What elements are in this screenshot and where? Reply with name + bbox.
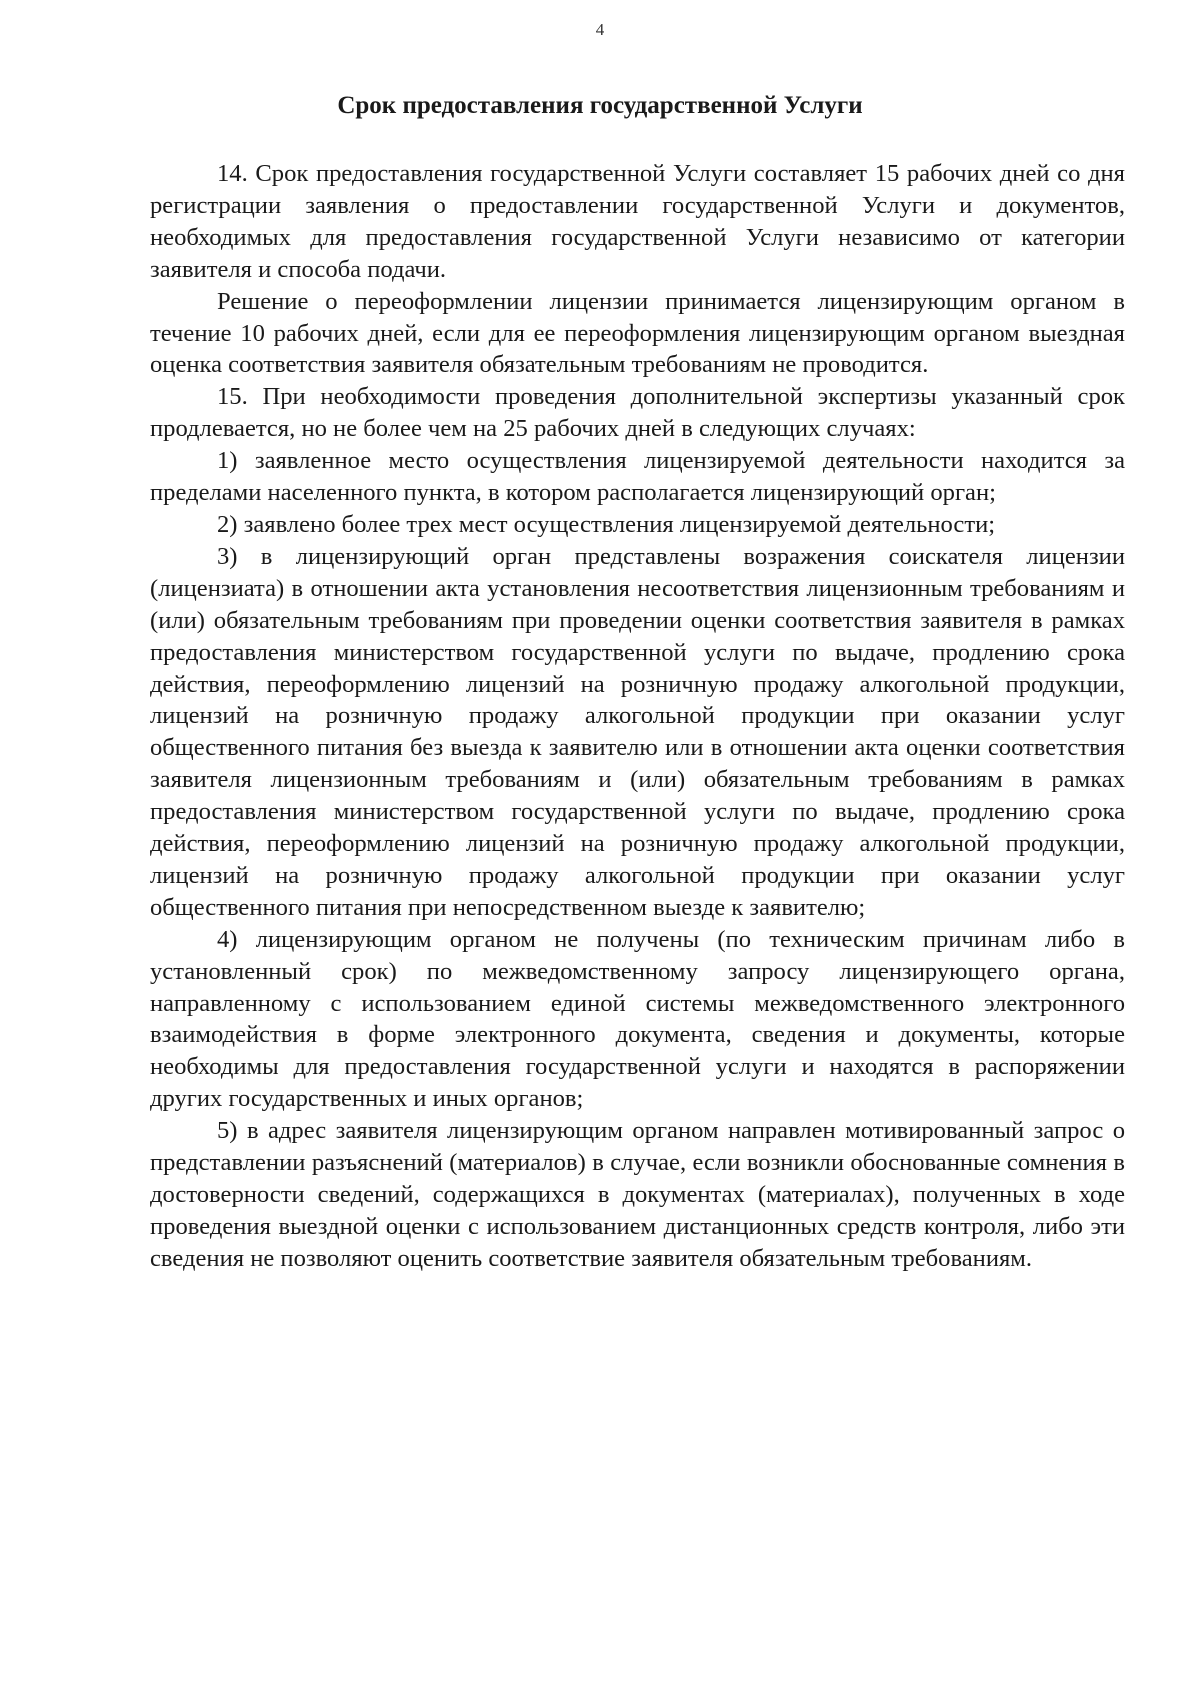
list-item-3: 3) в лицензирующий орган представлены возражения соискателя лицензии (лицензиата) в отношении акта установления несоответствия лицензионным требованиям и (или) обязательным требованиям при проведении оценки соответствия заявителя в рамках предоставления министерством государственной услуги по выдаче, продлению срока действия, переоформлению лицензий на розничную продажу алкогольной продукции, лицензий на розничную продажу алкогольной продукции при оказании услуг общественного питания без выезда к заявителю или в отношении акта оценки соответствия заявителя лицензионным требованиям и (или) обязательным требованиям в рамках предоставления министерством государственной услуги по выдаче, продлению срока действия, переоформлению лицензий на розничную продажу алкогольной продукции, лицензий на розничную продажу алкогольной продукции при оказании услуг общественного питания при непосредственном выезде к заявителю; [150,542,1125,921]
document-body [150,158,1125,1275]
list-item-4: 4) лицензирующим органом не получены (по техническим причинам либо в установленный срок) по межведомственному запросу лицензирующего органа, направленному с использованием единой системы межведомственного электронного взаимодействия в форме электронного документа, сведения и документы, которые необходимы для предоставления государственной услуги и находятся в распоряжении других государственных и иных органов; [150,925,1125,1113]
section-title: Срок предоставления государственной Услуги [337,92,863,119]
list-item-5: 5) в адрес заявителя лицензирующим органом направлен мотивированный запрос о представлении разъяснений (материалов) в случае, если возникли обоснованные сомнения в достоверности сведений, содержащихся в документах (материалах), полученных в ходе проведения выездной оценки с использованием дистанционных средств контроля, либо эти сведения не позволяют оценить соответствие заявителя обязательным требованиям. [150,1117,1125,1272]
paragraph-15: 15. При необходимости проведения дополнительной экспертизы указанный срок продлевается, но не более чем на 25 рабочих дней в следующих случаях: [150,383,1125,443]
list-item-1: 1) заявленное место осуществления лицензируемой деятельности находится за пределами населенного пункта, в котором располагается лицензирующий орган; [150,447,1125,507]
page-number: 4 [595,20,605,39]
paragraph-reissue-decision: Решение о переоформлении лицензии принимается лицензирующим органом в течение 10 рабочих дней, если для ее переоформления лицензирующим органом выездная оценка соответствия заявителя обязательным требованиям не проводится. [150,287,1125,379]
list-item-2: 2) заявлено более трех мест осуществления лицензируемой деятельности; [217,510,996,538]
paragraph-14: 14. Срок предоставления государственной Услуги составляет 15 рабочих дней со дня регистрации заявления о предоставлении государственной Услуги и документов, необходимых для предоставления государственной Услуги независимо от категории заявителя и способа подачи. [150,160,1125,283]
